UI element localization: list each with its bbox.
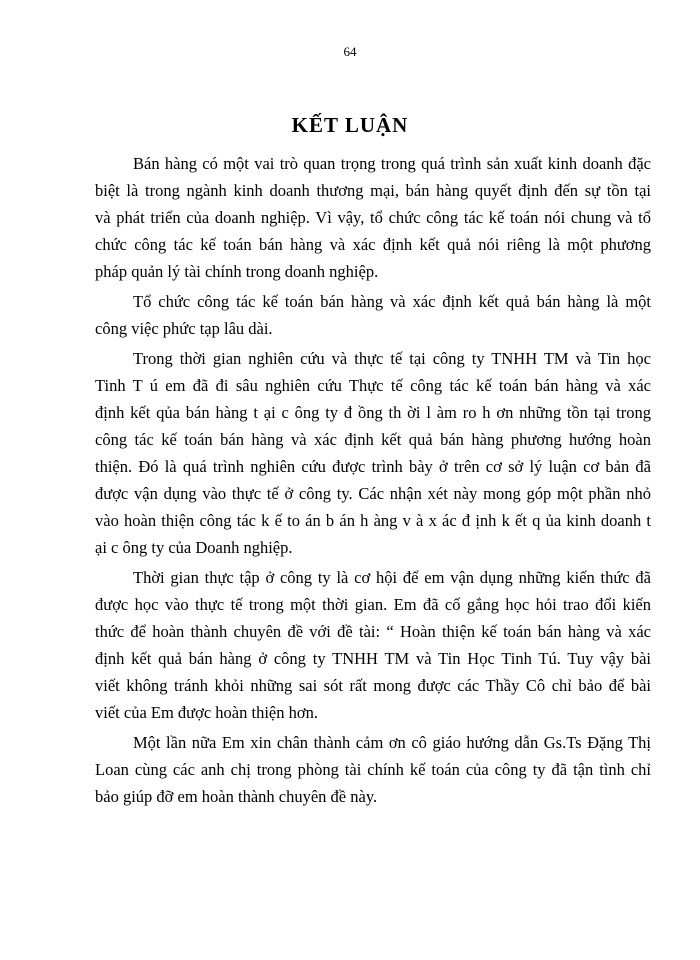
paragraph	[95, 564, 651, 726]
text-line: định kết qủa bán hàng t ại c ông ty đ ồng th ời l àm ro h ơn những tồn tại trong	[95, 403, 651, 422]
text-line: biệt là trong ngành kinh doanh thương mại, bán hàng quyết định đến sự tồn tại	[95, 181, 651, 200]
text-line: ại c ông ty của Doanh nghiệp.	[95, 538, 293, 557]
text-line: viết không tránh khỏi những sai sót rất mong được các Thầy Cô chỉ bảo để bài	[95, 676, 651, 695]
page-title: KẾT LUẬN	[291, 113, 409, 137]
text-line: Bán hàng có một vai trò quan trọng trong quá trình sản xuất kinh doanh đặc	[133, 154, 651, 173]
text-line: vào hoàn thiện công tác k ế to án b án h àng v à x ác đ ịnh k ết q ủa kinh doanh t	[95, 511, 651, 530]
text-line: công tác kế toán bán hàng và xác định kết quả bán hàng phương hướng hoàn	[95, 430, 651, 449]
text-line: bảo giúp đỡ em hoàn thành chuyên đề này.	[95, 787, 378, 806]
text-line: Loan cùng các anh chị trong phòng tài chính kế toán của công ty đã tận tình chỉ	[95, 760, 651, 779]
text-line: được vận dụng vào thực tế ở công ty. Các nhận xét này mong góp một phần nhỏ	[95, 484, 651, 503]
text-line: và phát triển của doanh nghiệp. Vì vậy, tổ chức công tác kế toán nói chung và tổ	[95, 208, 651, 227]
text-line: thiện. Đó là quá trình nghiên cứu được trình bày ở trên cơ sở lý luận cơ bản đã	[95, 457, 651, 476]
text-line: pháp quản lý tài chính trong doanh nghiệp.	[95, 262, 379, 281]
text-line: công việc phức tạp lâu dài.	[95, 319, 273, 338]
text-line: Tổ chức công tác kế toán bán hàng và xác định kết quả bán hàng là một	[133, 292, 651, 311]
text-line: Thời gian thực tập ở công ty là cơ hội để em vận dụng những kiến thức đã	[133, 568, 651, 587]
page-number: 64	[343, 44, 357, 59]
text-line: Một lần nữa Em xin chân thành cảm ơn cô giáo hướng dẫn Gs.Ts Đặng Thị	[133, 733, 651, 752]
paragraph	[95, 288, 651, 342]
paragraph	[95, 345, 651, 561]
text-line: Trong thời gian nghiên cứu và thực tế tại công ty TNHH TM và Tin học	[133, 349, 651, 368]
text-line: chức công tác kế toán bán hàng và xác định kết quả nói riêng là một phương	[95, 235, 651, 254]
text-line: viết của Em được hoàn thiện hơn.	[95, 703, 318, 722]
text-line: định kết quả bán hàng ở công ty TNHH TM và Tin Học Tinh Tú. Tuy vậy bài	[95, 649, 651, 668]
text-line: Tinh T ú em đã đi sâu nghiên cứu Thực tế công tác kế toán bán hàng và xác	[95, 376, 651, 395]
text-line: được học vào thực tế trong một thời gian. Em đã cố gắng học hỏi trao đổi kiến	[95, 595, 651, 614]
paragraph	[95, 729, 651, 810]
text-line: thức để hoàn thành chuyên đề với đề tài: “ Hoàn thiện kế toán bán hàng và xác	[95, 622, 651, 641]
paragraph	[95, 150, 651, 285]
document-body	[95, 150, 651, 813]
